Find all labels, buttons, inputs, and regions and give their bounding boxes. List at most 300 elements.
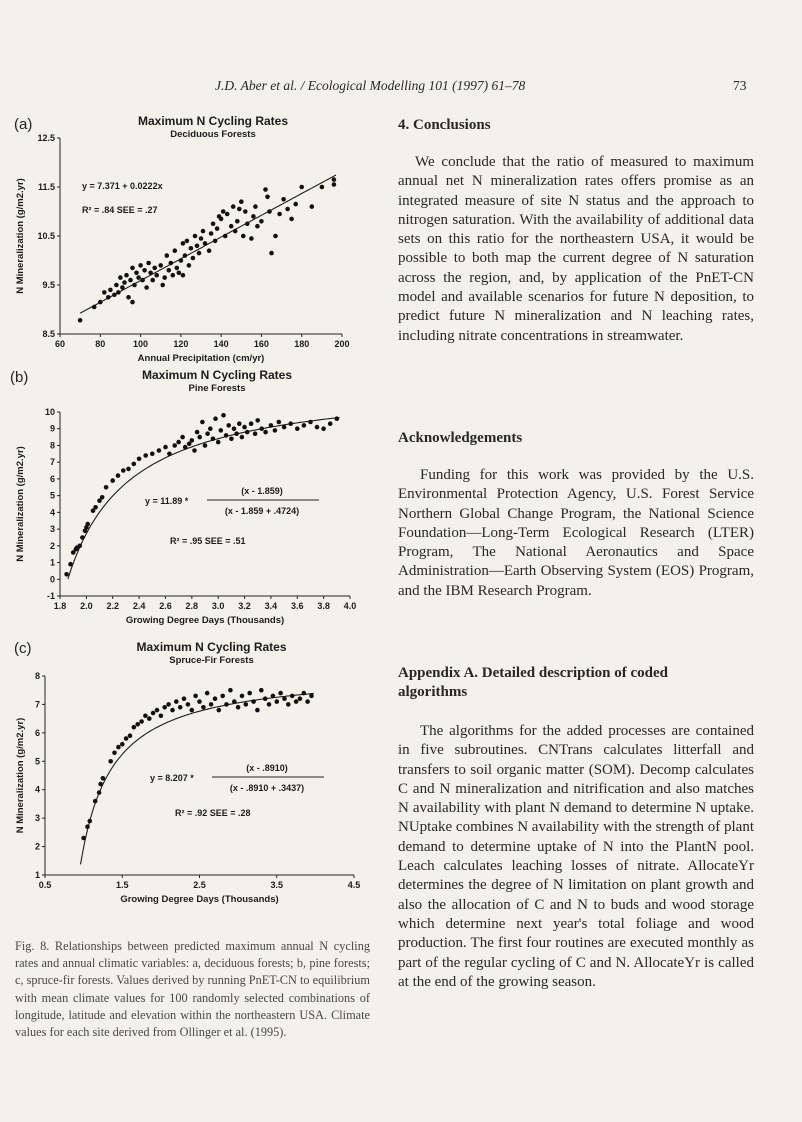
data-point xyxy=(265,195,270,200)
data-point xyxy=(221,413,226,418)
data-point xyxy=(108,288,113,293)
data-point xyxy=(275,699,280,704)
x-tick-label: 2.5 xyxy=(193,880,206,890)
data-point xyxy=(247,691,252,696)
x-tick-label: 2.8 xyxy=(185,601,199,611)
y-tick-label: 5 xyxy=(34,756,40,767)
x-tick-label: 120 xyxy=(173,339,189,349)
y-tick-label: 8 xyxy=(49,440,55,451)
data-point xyxy=(154,273,159,278)
data-point xyxy=(232,426,237,431)
data-point xyxy=(116,745,121,750)
chart-title: Maximum N Cycling Rates xyxy=(136,640,287,654)
data-point xyxy=(88,819,93,824)
data-point xyxy=(85,522,90,527)
data-point xyxy=(183,253,188,258)
y-tick-label: 3 xyxy=(49,524,55,535)
data-point xyxy=(244,702,249,707)
chart-title: Maximum N Cycling Rates xyxy=(141,368,293,382)
conclusions-paragraph: We conclude that the ratio of measured to maximum annual net N mineralization rates offers promise as an integrated measure of site N status and the approach to nitrogen saturation. With the availability of additional data sets on this ratio for the northeastern USA, it would be possible to both map the current degree of N saturation across the region, and, by application of the PnET-CN model and available scenarios for future N deposition, to predict future N mineralization and N leaching rates, including nitrate concentrations in streamwater. xyxy=(398,154,754,344)
data-point xyxy=(148,271,153,276)
data-point xyxy=(193,694,198,699)
data-point xyxy=(144,285,149,290)
data-point xyxy=(269,251,274,256)
data-point xyxy=(211,222,216,227)
data-point xyxy=(120,742,125,747)
chart-subtitle: Pine Forests xyxy=(188,383,246,394)
journal-citation: J.D. Aber et al. / Ecological Modelling 101 (1997) 61–78 xyxy=(215,78,526,93)
data-point xyxy=(263,430,268,435)
data-point xyxy=(192,448,197,453)
x-tick-label: 4.0 xyxy=(343,601,357,611)
data-point xyxy=(295,426,300,431)
data-point xyxy=(186,702,191,707)
panel-label-a: (a) xyxy=(14,116,33,133)
data-point xyxy=(263,696,268,701)
data-point xyxy=(226,423,231,428)
data-point xyxy=(321,426,326,431)
data-point xyxy=(234,431,239,436)
data-point xyxy=(139,719,144,724)
data-point xyxy=(201,229,206,234)
data-point xyxy=(239,199,244,204)
x-tick-label: 2.2 xyxy=(106,601,119,611)
data-point xyxy=(211,437,216,442)
data-point xyxy=(213,416,218,421)
y-tick-label: 6 xyxy=(49,473,55,484)
data-point xyxy=(277,420,282,425)
data-point xyxy=(187,263,192,268)
data-point xyxy=(203,241,208,246)
data-point xyxy=(200,420,205,425)
y-axis-label: N Mineralization (g/m2.yr) xyxy=(15,446,26,562)
data-point xyxy=(305,699,310,704)
data-point xyxy=(132,283,137,288)
data-point xyxy=(253,431,258,436)
data-point xyxy=(85,824,90,829)
data-point xyxy=(278,691,283,696)
data-point xyxy=(189,246,194,251)
data-point xyxy=(208,426,213,431)
data-point xyxy=(203,443,208,448)
x-tick-label: 180 xyxy=(294,339,310,349)
data-point xyxy=(182,696,187,701)
data-point xyxy=(251,699,256,704)
data-point xyxy=(228,688,233,693)
data-point xyxy=(237,421,242,426)
x-tick-label: 4.5 xyxy=(347,880,361,890)
y-tick-label: 0 xyxy=(49,574,55,585)
data-point xyxy=(277,212,282,217)
data-point xyxy=(213,239,218,244)
x-tick-label: 3.6 xyxy=(291,601,304,611)
y-tick-label: 9.5 xyxy=(42,280,55,290)
x-tick-label: 160 xyxy=(253,339,269,349)
x-tick-label: 3.5 xyxy=(270,880,284,890)
data-point xyxy=(104,485,109,490)
data-point xyxy=(135,722,140,727)
data-point xyxy=(174,699,179,704)
y-tick-label: 12.5 xyxy=(37,133,55,143)
data-point xyxy=(132,462,137,467)
data-point xyxy=(302,691,307,696)
data-point xyxy=(290,694,295,699)
data-point xyxy=(207,248,212,253)
y-axis-label: N Mineralization (g/m2.yr) xyxy=(15,178,26,294)
data-point xyxy=(220,694,225,699)
data-point xyxy=(175,266,180,271)
fit-line xyxy=(81,694,314,865)
data-point xyxy=(237,207,242,212)
data-point xyxy=(282,425,287,430)
data-point xyxy=(68,562,73,567)
y-tick-label: 2 xyxy=(49,540,55,551)
data-point xyxy=(271,694,276,699)
data-point xyxy=(259,219,264,224)
y-tick-label: -1 xyxy=(46,591,55,601)
data-point xyxy=(216,440,221,445)
chart-subtitle: Spruce-Fir Forests xyxy=(169,655,254,666)
x-tick-label: 3.0 xyxy=(211,601,225,611)
data-point xyxy=(121,468,126,473)
x-tick-label: 2.0 xyxy=(80,601,93,611)
data-point xyxy=(190,708,195,713)
equation-numerator: (x - .8910) xyxy=(246,763,288,773)
data-point xyxy=(134,271,139,276)
data-point xyxy=(201,705,206,710)
panel-label-b: (b) xyxy=(10,369,29,386)
data-point xyxy=(235,219,240,224)
acknowledgements-heading: Acknowledgements xyxy=(398,430,523,446)
data-point xyxy=(118,275,123,280)
data-point xyxy=(288,421,293,426)
data-point xyxy=(191,256,196,261)
figure-caption: Fig. 8. Relationships between predicted maximum annual N cycling rates and annual climatic variables: a, deciduous forests; b, pine forests; c, spruce-fir forests. Values derived by running PnET-CN to equilibrium with mean climate values for 100 randomly selected combinations of longitude, latitude and elevation within the northeastern USA. Climate values for each site derived from Ollinger et al. (1995). xyxy=(15,939,370,1040)
data-point xyxy=(231,204,236,209)
data-point xyxy=(241,234,246,239)
chart-subtitle: Deciduous Forests xyxy=(170,129,256,140)
y-tick-label: 6 xyxy=(34,727,40,738)
data-point xyxy=(240,694,245,699)
data-point xyxy=(221,209,226,214)
data-point xyxy=(199,236,204,241)
data-point xyxy=(137,457,142,462)
data-point xyxy=(124,736,129,741)
data-point xyxy=(106,295,111,300)
chart-pine xyxy=(0,366,372,638)
data-point xyxy=(152,266,157,271)
data-point xyxy=(282,696,287,701)
chart-spruce-fir xyxy=(0,636,372,908)
y-tick-label: 10 xyxy=(44,407,55,417)
data-point xyxy=(167,268,172,273)
data-point xyxy=(159,714,164,719)
conclusions-heading: 4. Conclusions xyxy=(398,117,491,133)
y-tick-label: 7 xyxy=(34,699,40,710)
chart-deciduous xyxy=(0,112,372,366)
data-point xyxy=(269,423,274,428)
appendix-paragraph: The algorithms for the added processes are contained in five subroutines. CNTrans calculates litterfall and transfers to soil organic matter (SOM). Decomp calculates C and N mineralization and nitrification and also matches N availability with plant N demand to determine N uptake. NUptake combines N availability with the strength of plant demand to determine uptake of N into the PlantN pool. Leach calculates leaching losses of nitrate. AllocateYr determines the degree of N limitation on plant growth and also the allocation of C and N to buds and wood storage which determine next year's total foliage and wood production. The first four routines are executed monthly as part of the regular cycling of C and N. AllocateYr is called at the end of the growing season. xyxy=(398,723,754,990)
data-point xyxy=(255,418,260,423)
data-point xyxy=(162,705,167,710)
x-axis-label: Growing Degree Days (Thousands) xyxy=(125,615,285,626)
data-point xyxy=(320,185,325,190)
y-tick-label: 3 xyxy=(34,813,40,824)
data-point xyxy=(328,421,333,426)
x-tick-label: 1.5 xyxy=(115,880,129,890)
data-point xyxy=(112,751,117,756)
equation-numerator: (x - 1.859) xyxy=(241,486,283,496)
data-point xyxy=(178,705,183,710)
data-point xyxy=(273,234,278,239)
data-point xyxy=(243,209,248,214)
data-point xyxy=(273,428,278,433)
fit-statistics: R² = .95 SEE = .51 xyxy=(170,536,246,546)
acknowledgements-paragraph: Funding for this work was provided by the U.S. Environmental Protection Agency, U.S. Forest Service Northern Global Change Program, the National Science Foundation—Long-Term Ecological Research (LTER) Program, The National Aeronautics and Space Administration—Earth Observing System (EOS) Program, and the IBM Research Program. xyxy=(398,467,754,599)
data-point xyxy=(298,696,303,701)
data-point xyxy=(120,285,125,290)
data-point xyxy=(240,435,245,440)
x-tick-label: 3.2 xyxy=(238,601,251,611)
data-point xyxy=(223,234,228,239)
data-point xyxy=(78,318,83,323)
y-tick-label: 1 xyxy=(34,870,40,880)
data-point xyxy=(116,290,121,295)
data-point xyxy=(102,290,107,295)
y-tick-label: 1 xyxy=(49,557,55,568)
equation-denominator: (x - 1.859 + .4724) xyxy=(224,506,300,516)
data-point xyxy=(143,453,148,458)
data-point xyxy=(116,473,121,478)
data-point xyxy=(335,416,340,421)
regression-equation: y = 7.371 + 0.0222x xyxy=(82,181,163,191)
data-point xyxy=(122,280,127,285)
data-point xyxy=(315,425,320,430)
data-point xyxy=(219,217,224,222)
data-point xyxy=(332,177,337,182)
data-point xyxy=(249,421,254,426)
data-point xyxy=(285,207,290,212)
fit-statistics: R² = .84 SEE = .27 xyxy=(82,205,158,215)
data-point xyxy=(302,423,307,428)
x-tick-label: 0.5 xyxy=(38,880,52,890)
data-point xyxy=(179,258,184,263)
data-point xyxy=(233,229,238,234)
data-point xyxy=(78,544,83,549)
data-point xyxy=(155,708,160,713)
data-point xyxy=(150,452,155,457)
data-point xyxy=(173,248,178,253)
y-tick-label: 10.5 xyxy=(37,231,55,241)
x-axis-label: Annual Precipitation (cm/yr) xyxy=(137,353,265,364)
data-point xyxy=(195,430,200,435)
panel-label-c: (c) xyxy=(14,640,32,657)
y-tick-label: 4 xyxy=(49,507,55,518)
data-point xyxy=(128,733,133,738)
data-point xyxy=(176,440,181,445)
data-point xyxy=(309,694,314,699)
data-point xyxy=(224,433,229,438)
data-point xyxy=(163,445,168,450)
data-point xyxy=(299,185,304,190)
y-tick-label: 4 xyxy=(34,784,40,795)
data-point xyxy=(146,261,151,266)
data-point xyxy=(224,702,229,707)
data-point xyxy=(205,431,210,436)
data-point xyxy=(112,293,117,298)
data-point xyxy=(217,708,222,713)
data-point xyxy=(151,711,156,716)
data-point xyxy=(177,271,182,276)
data-point xyxy=(310,204,315,209)
fit-statistics: R² = .92 SEE = .28 xyxy=(175,808,251,818)
data-point xyxy=(219,428,224,433)
data-point xyxy=(195,244,200,249)
data-point xyxy=(98,300,103,305)
data-point xyxy=(136,275,141,280)
data-point xyxy=(183,445,188,450)
data-point xyxy=(209,702,214,707)
data-point xyxy=(185,239,190,244)
data-point xyxy=(80,535,85,540)
data-point xyxy=(124,273,129,278)
x-tick-label: 100 xyxy=(133,339,149,349)
data-point xyxy=(286,702,291,707)
data-point xyxy=(126,467,131,472)
data-point xyxy=(263,187,268,192)
data-point xyxy=(197,699,202,704)
data-point xyxy=(110,478,115,483)
data-point xyxy=(97,790,102,795)
y-tick-label: 8 xyxy=(34,671,40,681)
data-point xyxy=(180,435,185,440)
data-point xyxy=(81,836,86,841)
data-point xyxy=(215,226,220,231)
data-point xyxy=(64,572,69,577)
y-tick-label: 11.5 xyxy=(37,182,55,192)
equation-denominator: (x - .8910 + .3437) xyxy=(229,783,305,793)
y-tick-label: 8.5 xyxy=(42,329,55,339)
equation-lead: y = 8.207 * xyxy=(150,773,194,783)
x-tick-label: 60 xyxy=(54,339,66,349)
data-point xyxy=(150,278,155,283)
data-point xyxy=(132,725,137,730)
data-point xyxy=(242,425,247,430)
data-point xyxy=(93,799,98,804)
x-tick-label: 140 xyxy=(213,339,229,349)
x-tick-label: 2.4 xyxy=(132,601,146,611)
data-point xyxy=(281,197,286,202)
data-point xyxy=(197,251,202,256)
data-point xyxy=(293,202,298,207)
data-point xyxy=(236,705,241,710)
data-point xyxy=(193,234,198,239)
data-point xyxy=(181,273,186,278)
data-point xyxy=(165,253,170,258)
data-point xyxy=(114,283,119,288)
data-point xyxy=(166,702,171,707)
data-point xyxy=(98,782,103,787)
appendix-heading: Appendix A. Detailed description of coded algorithms xyxy=(398,665,669,700)
x-tick-label: 1.8 xyxy=(53,601,67,611)
x-tick-label: 200 xyxy=(334,339,350,349)
data-point xyxy=(209,231,214,236)
data-point xyxy=(172,443,177,448)
y-tick-label: 9 xyxy=(49,423,55,434)
data-point xyxy=(294,699,299,704)
chart-title: Maximum N Cycling Rates xyxy=(137,114,289,128)
x-tick-label: 3.8 xyxy=(317,601,330,611)
data-point xyxy=(255,224,260,229)
data-point xyxy=(108,759,113,764)
y-axis-label: N Mineralization (g/m2.yr) xyxy=(15,717,26,834)
data-point xyxy=(126,295,131,300)
data-point xyxy=(251,214,256,219)
data-point xyxy=(128,278,133,283)
data-point xyxy=(170,708,175,713)
data-point xyxy=(229,437,234,442)
data-point xyxy=(101,776,106,781)
data-point xyxy=(190,438,195,443)
data-point xyxy=(143,714,148,719)
x-axis-label: Growing Degree Days (Thousands) xyxy=(120,894,279,905)
fit-line xyxy=(68,418,340,579)
data-point xyxy=(93,505,98,510)
y-tick-label: 2 xyxy=(34,841,40,852)
data-point xyxy=(253,204,258,209)
data-point xyxy=(308,420,313,425)
data-point xyxy=(267,702,272,707)
data-point xyxy=(197,435,202,440)
y-tick-label: 7 xyxy=(49,457,55,468)
data-point xyxy=(138,263,143,268)
data-point xyxy=(162,275,167,280)
data-point xyxy=(169,261,174,266)
x-tick-label: 80 xyxy=(95,339,106,349)
data-point xyxy=(160,283,165,288)
data-point xyxy=(142,268,147,273)
data-point xyxy=(213,696,218,701)
data-point xyxy=(267,209,272,214)
data-point xyxy=(255,708,260,713)
data-point xyxy=(232,699,237,704)
data-point xyxy=(225,212,230,217)
data-point xyxy=(229,224,234,229)
data-point xyxy=(171,273,176,278)
data-point xyxy=(130,300,135,305)
equation-lead: y = 11.89 * xyxy=(145,496,189,506)
data-point xyxy=(157,448,162,453)
data-point xyxy=(249,236,254,241)
data-point xyxy=(92,305,97,310)
data-point xyxy=(140,278,145,283)
data-point xyxy=(205,691,210,696)
data-point xyxy=(245,430,250,435)
data-point xyxy=(167,452,172,457)
data-point xyxy=(259,688,264,693)
data-point xyxy=(158,263,163,268)
y-tick-label: 5 xyxy=(49,490,55,501)
data-point xyxy=(245,222,250,227)
x-tick-label: 2.6 xyxy=(159,601,172,611)
page-number: 73 xyxy=(733,78,747,93)
data-point xyxy=(130,266,135,271)
data-point xyxy=(259,426,264,431)
x-tick-label: 3.4 xyxy=(264,601,278,611)
data-point xyxy=(147,716,152,721)
data-point xyxy=(332,182,337,187)
data-point xyxy=(100,495,105,500)
